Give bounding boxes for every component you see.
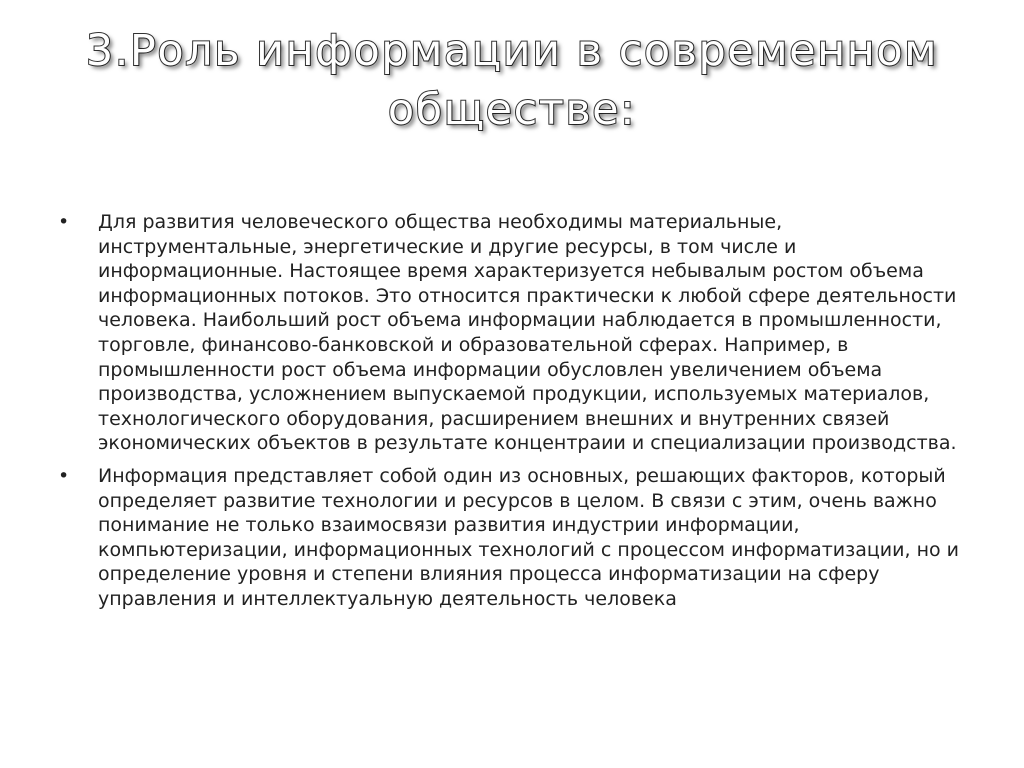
bullet-text: Для развития человеческого общества необходимы материальные, инструментальные, энергетические и другие ресурсы, в том числе и информационные. Настоящее время характеризуется небывалым ростом объема информационных потоков. Это относится практически к любой сфере деятельности человека. Наибольший рост объема информации наблюдается в промышленности, торговле, финансово-банковской и образовательной сферах. Например, в промышленности рост объема информации обусловлен увеличением объема производства, усложнением выпускаемой продукции, используемых материалов, технологического оборудования, расширением внешних и внутренних связей экономических объектов в результате концентраии и специализации производства. [98, 211, 957, 455]
bullet-item [58, 464, 973, 612]
title-line-2: обществе: [387, 85, 637, 135]
bullet-text: Информация представляет собой один из основных, решающих факторов, который определяет развитие технологии и ресурсов в целом. В связи с этим, очень важно понимание не только взаимосвязи развития индустрии информации, компьютеризации, информационных технологий с процессом информатизации, но и определение уровня и степени влияния процесса информатизации на сферу управления и интеллектуальную деятельность человека [98, 464, 960, 610]
slide-title [60, 22, 964, 140]
bullet-icon: • [58, 211, 70, 233]
slide-content [58, 210, 973, 620]
bullet-item [58, 210, 973, 456]
bullet-list [58, 210, 973, 612]
bullet-icon: • [58, 464, 70, 487]
title-line-1: 3.Роль информации в современном [85, 26, 939, 76]
